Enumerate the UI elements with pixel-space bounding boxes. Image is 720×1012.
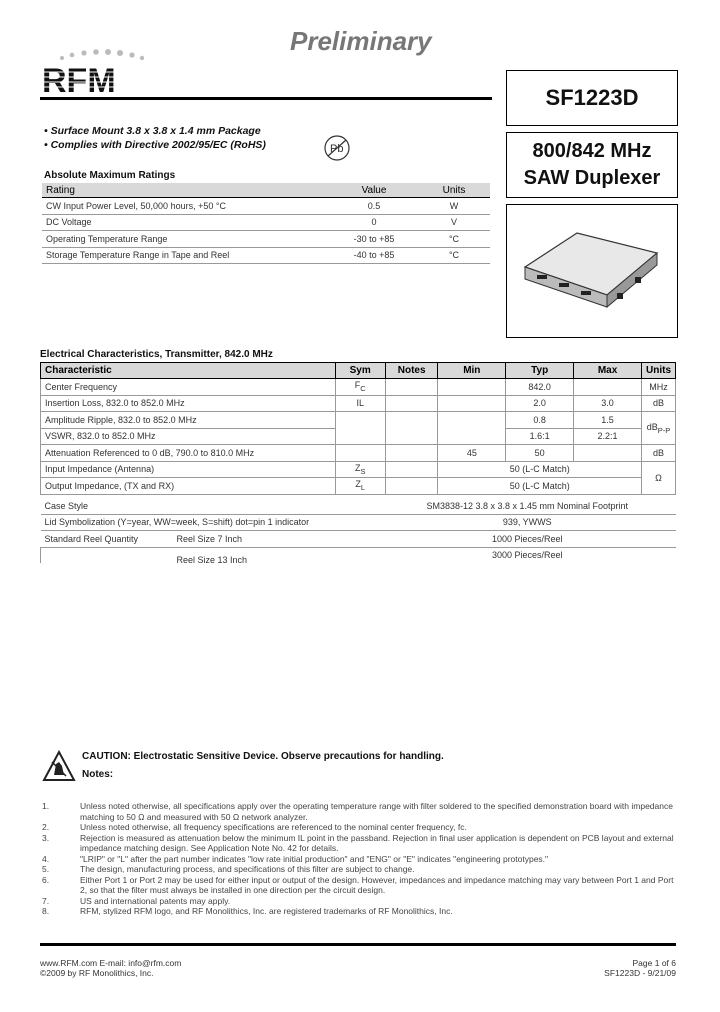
col-header: Min: [438, 363, 506, 379]
note-text: "LRIP" or "L" after the part number indicates "low rate initial production" and "ENG" or "E" indicates "engineering prototypes.": [80, 853, 549, 864]
cell: [385, 412, 438, 445]
note-text: The design, manufacturing process, and specifications of this filter are subject to change.: [80, 864, 415, 874]
cell: [335, 412, 385, 445]
col-header: Value: [330, 183, 418, 198]
cell: 939, YWWS: [379, 514, 677, 531]
feature-list: [44, 124, 266, 152]
sym-main: Z: [354, 462, 361, 473]
cell: dB: [642, 395, 676, 412]
cell: 50 (L-C Match): [438, 478, 642, 495]
note-number: 1.: [42, 801, 50, 811]
table-row: [41, 395, 676, 412]
note-text: Either Port 1 or Port 2 may be used for either input or output of the design. However, impedances and impedance matching may vary between Port 1 and Port 2, so that the filter must always be installed in one direction per the circuit design.: [80, 874, 674, 895]
esd-warning-icon: [42, 750, 76, 782]
note-number: 7.: [42, 895, 50, 906]
table-row: [42, 214, 490, 231]
note-number: 5.: [42, 864, 50, 874]
cell: [642, 412, 676, 445]
note-text: US and international patents may apply.: [80, 895, 231, 906]
note-number: 6.: [42, 874, 50, 885]
footer-right: [560, 958, 676, 978]
cell: 45: [438, 445, 506, 462]
part-number-box: SF1223D: [506, 70, 678, 126]
table-row: [42, 247, 490, 264]
table-row: [41, 379, 676, 396]
cell: 1.5: [574, 412, 642, 429]
abs-max-table: [42, 183, 490, 264]
cell: Output Impedance, (TX and RX): [41, 478, 336, 495]
cell: -40 to +85: [330, 247, 418, 264]
cell: V: [418, 214, 490, 231]
cell: -30 to +85: [330, 231, 418, 248]
table-row: [41, 531, 677, 548]
cell: [335, 478, 385, 495]
cell: [385, 395, 438, 412]
table-row: [41, 478, 676, 495]
table-row: [41, 514, 677, 531]
cell: Case Style: [41, 498, 379, 514]
notes-list: [40, 801, 680, 917]
table-row: [41, 461, 676, 478]
cell: 1.6:1: [506, 428, 574, 445]
logo-text: RFM: [42, 62, 116, 96]
feature-item: • Surface Mount 3.8 x 3.8 x 1.4 mm Package: [44, 125, 261, 137]
cell: Amplitude Ripple, 832.0 to 852.0 MHz: [41, 412, 336, 429]
cell: 1000 Pieces/Reel: [379, 531, 677, 548]
cell: Ω: [642, 461, 676, 494]
cell: 2.2:1: [574, 428, 642, 445]
package-illustration: [507, 205, 677, 337]
pb-free-icon: [322, 134, 352, 162]
cell: [41, 547, 379, 566]
misc-sublabel: Reel Size 7 Inch: [176, 533, 243, 544]
preliminary-heading: Preliminary: [290, 26, 432, 56]
cell: Operating Temperature Range: [42, 231, 330, 248]
cell: [385, 461, 438, 478]
cell: SM3838-12 3.8 x 3.8 x 1.45 mm Nominal Footprint: [379, 498, 677, 514]
unit-main: dB: [646, 421, 658, 432]
note-item: [40, 801, 680, 822]
note-item: [40, 833, 680, 854]
cell: [385, 478, 438, 495]
misc-table: [40, 498, 676, 566]
cell: 3.0: [574, 395, 642, 412]
sym-sub: S: [360, 466, 366, 476]
note-item: [40, 822, 680, 833]
table-row: [42, 231, 490, 248]
cell: DC Voltage: [42, 214, 330, 231]
title-frequency: 800/842 MHz: [532, 140, 652, 162]
electrical-table: [40, 362, 676, 495]
cell: Input Impedance (Antenna): [41, 461, 336, 478]
cell: 2.0: [506, 395, 574, 412]
footer-web: www.RFM.com E-mail: info@rfm.com: [40, 958, 182, 968]
col-header: Typ: [506, 363, 574, 379]
footer-doc: SF1223D - 9/21/09: [604, 968, 676, 978]
cell: VSWR, 832.0 to 852.0 MHz: [41, 428, 336, 445]
sym-sub: L: [360, 483, 366, 493]
footer-page: Page 1 of 6: [632, 958, 676, 968]
cell: [335, 379, 385, 396]
cell: 0.5: [330, 198, 418, 215]
cell: [385, 445, 438, 462]
col-header: Rating: [42, 183, 330, 198]
cell: [385, 379, 438, 396]
elec-title: Electrical Characteristics, Transmitter, 842.0 MHz: [40, 349, 273, 360]
header-rule: [40, 97, 492, 100]
sym-main: Z: [355, 479, 361, 490]
note-item: [40, 896, 680, 907]
cell: Lid Symbolization (Y=year, WW=week, S=shift) dot=pin 1 indicator: [41, 514, 379, 531]
feature-item: • Complies with Directive 2002/95/EC (RoHS): [44, 139, 266, 151]
rfm-logo: [40, 46, 150, 96]
cell: °C: [418, 231, 490, 248]
col-header: Sym: [335, 363, 385, 379]
col-header: Notes: [385, 363, 438, 379]
package-image-box: [506, 204, 678, 338]
pb-mark-text: Pb: [330, 143, 344, 155]
abs-max-title: Absolute Maximum Ratings: [44, 170, 176, 181]
table-row: [41, 445, 676, 462]
sym-sub: C: [360, 384, 366, 394]
table-header-row: [41, 363, 676, 379]
cell: 0.8: [506, 412, 574, 429]
cell: [574, 445, 642, 462]
note-item: [40, 854, 680, 865]
cell: Attenuation Referenced to 0 dB, 790.0 to 810.0 MHz: [41, 445, 336, 462]
cell: Center Frequency: [41, 379, 336, 396]
cell: 50: [506, 445, 574, 462]
note-text: Rejection is measured as attenuation below the minimum IL point in the passband. Rejection in final user application is dependent on PCB layout and external impedance matching design. See Application Note No. 42 for details.: [80, 832, 674, 853]
misc-label: Standard Reel Quantity: [44, 533, 139, 544]
title-device: SAW Duplexer: [523, 167, 661, 189]
sym-main: F: [354, 380, 361, 391]
product-title-box: [506, 132, 678, 198]
cell: Insertion Loss, 832.0 to 852.0 MHz: [41, 395, 336, 412]
notes-title: Notes:: [82, 769, 114, 780]
caution-text: CAUTION: Electrostatic Sensitive Device. Observe precautions for handling.: [82, 751, 444, 762]
cell: [574, 379, 642, 396]
cell: [438, 379, 506, 396]
col-header: Units: [642, 363, 676, 379]
cell: [335, 461, 385, 478]
cell: IL: [335, 395, 385, 412]
table-header-row: [42, 183, 490, 198]
table-row: [41, 547, 677, 563]
cell: dB: [642, 445, 676, 462]
cell: 50 (L-C Match): [438, 461, 642, 478]
misc-sublabel: Reel Size 13 Inch: [176, 555, 248, 566]
unit-sub: P-P: [657, 425, 671, 435]
note-text: Unless noted otherwise, all specifications apply over the operating temperature range with filter soldered to the specified demonstration board with impedance matching to 50 Ω and measured with 50 Ω network analyzer.: [80, 801, 673, 822]
cell: °C: [418, 247, 490, 264]
cell: CW Input Power Level, 50,000 hours, +50 °C: [42, 198, 330, 215]
table-row: [42, 198, 490, 215]
cell: [335, 445, 385, 462]
col-header: Max: [574, 363, 642, 379]
cell: 842.0: [506, 379, 574, 396]
cell: MHz: [642, 379, 676, 396]
cell: [438, 412, 506, 445]
col-header: Units: [418, 183, 490, 198]
note-number: 4.: [42, 853, 50, 864]
note-item: [40, 906, 680, 917]
note-text: RFM, stylized RFM logo, and RF Monolithics, Inc. are registered trademarks of RF Monolithics, Inc.: [80, 906, 453, 916]
footer-rule: [40, 943, 676, 946]
note-item: [40, 864, 680, 875]
col-header: Characteristic: [41, 363, 336, 379]
table-row: [41, 498, 677, 514]
cell: Storage Temperature Range in Tape and Reel: [42, 247, 330, 264]
note-text: Unless noted otherwise, all frequency specifications are referenced to the nominal center frequency, fc.: [80, 822, 467, 832]
cell: W: [418, 198, 490, 215]
footer-copyright: ©2009 by RF Monolithics, Inc.: [40, 968, 154, 978]
footer-left: [40, 958, 181, 978]
table-row: [41, 412, 676, 429]
cell: 3000 Pieces/Reel: [491, 550, 563, 561]
cell: [438, 395, 506, 412]
note-number: 3.: [42, 832, 50, 843]
cell: 0: [330, 214, 418, 231]
note-number: 8.: [42, 906, 50, 916]
cell: [41, 531, 379, 548]
note-number: 2.: [42, 822, 50, 832]
note-item: [40, 875, 680, 896]
